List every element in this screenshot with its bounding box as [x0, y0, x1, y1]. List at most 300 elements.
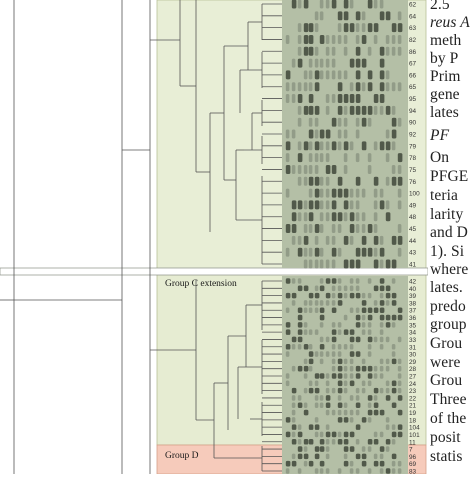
gel-band [320, 395, 324, 401]
gel-band [315, 402, 319, 408]
gel-band [304, 165, 308, 174]
gel-band [350, 344, 354, 350]
gel-band [368, 23, 373, 32]
gel-band [356, 260, 361, 269]
gel-band [309, 35, 314, 44]
gel-band [344, 454, 348, 460]
gel-band [320, 315, 325, 321]
gel-band [326, 94, 330, 103]
gel-band [374, 454, 378, 460]
gel-band [380, 410, 385, 416]
gel-band [309, 200, 314, 209]
gel-band [338, 106, 343, 115]
gel-band [320, 439, 325, 445]
gel-band [315, 47, 319, 56]
isolate-id: 7 [409, 446, 413, 454]
gel-band [368, 106, 373, 115]
gel-band [338, 286, 342, 292]
gel-band [315, 432, 319, 438]
group-c-extension-label: Group C extension [165, 279, 237, 289]
gel-band [286, 153, 290, 162]
gel-band [362, 35, 367, 44]
gel-band [374, 212, 378, 221]
gel-band [392, 118, 397, 127]
gel-band [362, 212, 366, 221]
body-text-line: 1). Si [430, 243, 465, 260]
gel-band [356, 94, 361, 103]
gel-band [350, 141, 354, 150]
gel-band [320, 337, 324, 343]
gel-band [320, 322, 324, 328]
gel-band [350, 351, 355, 357]
gel-band [304, 0, 309, 8]
gel-band [298, 200, 303, 209]
gel-band [368, 0, 373, 8]
gel-band [309, 224, 313, 233]
gel-band [356, 410, 360, 416]
gel-band [368, 118, 372, 127]
isolate-id: 69 [409, 461, 417, 469]
body-text-line: 2.5 [430, 0, 450, 13]
gel-band [392, 454, 397, 460]
gel-band [304, 141, 309, 150]
gel-band [298, 236, 302, 245]
gel-band [298, 278, 302, 284]
gel-band [392, 236, 397, 245]
gel-band [304, 286, 309, 292]
gel-band [332, 0, 337, 8]
gel-band [304, 106, 309, 115]
gel-band [298, 337, 303, 343]
gel-band [315, 446, 320, 452]
gel-band [386, 424, 390, 430]
gel-band [332, 260, 336, 269]
body-text-line: group [430, 316, 467, 333]
gel-band [356, 373, 361, 379]
gel-band [374, 0, 378, 8]
gel-band [338, 35, 342, 44]
gel-band [344, 293, 348, 299]
gel-band [338, 439, 343, 445]
gel-band [286, 248, 290, 257]
gel-band [326, 70, 330, 79]
gel-band [286, 381, 290, 387]
isolate-id: 67 [409, 60, 417, 68]
gel-band [338, 23, 342, 32]
gel-band [344, 165, 348, 174]
gel-band [298, 307, 303, 313]
isolate-id: 31 [409, 344, 417, 352]
gel-band [386, 177, 390, 186]
gel-band [380, 315, 385, 321]
gel-band [320, 359, 324, 365]
gel-band [368, 366, 373, 372]
gel-band [315, 248, 320, 257]
gel-band [374, 141, 378, 150]
gel-band [356, 307, 360, 313]
isolate-id: 37 [409, 307, 417, 315]
gel-band [356, 70, 361, 79]
isolate-id: 96 [409, 453, 417, 461]
gel-band [368, 351, 372, 357]
gel-band [362, 300, 367, 306]
gel-band [374, 373, 378, 379]
gel-band [392, 293, 397, 299]
gel-band [326, 47, 330, 56]
gel-band [304, 236, 309, 245]
gel-band [368, 373, 373, 379]
gel-band [332, 351, 336, 357]
gel-band [309, 130, 314, 139]
body-text-line: were [430, 354, 461, 371]
gel-band [386, 35, 390, 44]
gel-band [380, 344, 384, 350]
gel-band [292, 165, 296, 174]
gel-band [368, 410, 373, 416]
gel-band [368, 329, 372, 335]
gel-band [326, 432, 331, 438]
gel-band [374, 260, 379, 269]
gel-band [315, 59, 319, 68]
body-text-line: of the [430, 410, 467, 427]
gel-band [344, 212, 348, 221]
gel-band [392, 344, 396, 350]
gel-band [332, 248, 337, 257]
gel-band [362, 293, 366, 299]
gel-band [309, 118, 313, 127]
gel-band [374, 224, 378, 233]
gel-band [309, 439, 314, 445]
gel-band [386, 82, 390, 91]
gel-band [374, 410, 379, 416]
gel-band [298, 82, 302, 91]
gel-band [326, 446, 330, 452]
gel-band [386, 388, 390, 394]
gel-band [356, 351, 361, 357]
gel-band [298, 23, 302, 32]
gel-band [398, 11, 402, 20]
gel-band [286, 94, 290, 103]
gel-band [309, 344, 313, 350]
gel-band [356, 224, 360, 233]
gel-band [292, 0, 297, 8]
gel-band [315, 468, 319, 474]
gel-band [344, 118, 348, 127]
gel-band [338, 189, 343, 198]
gel-band [326, 278, 331, 284]
gel-band [326, 236, 330, 245]
gel-band [386, 106, 391, 115]
gel-band [398, 388, 402, 394]
gel-band [362, 82, 366, 91]
gel-band [315, 329, 319, 335]
gel-band [380, 337, 384, 343]
gel-band [326, 189, 330, 198]
gel-band [368, 344, 372, 350]
gel-band [286, 351, 290, 357]
body-text-line: lates. [430, 279, 463, 296]
gel-band [320, 351, 324, 357]
body-text-line: PFGE [430, 168, 469, 185]
gel-band [298, 395, 302, 401]
gel-band [332, 47, 336, 56]
gel-band [362, 248, 367, 257]
gel-band [386, 366, 390, 372]
gel-band [338, 300, 343, 306]
body-text-line: meth [430, 32, 462, 49]
gel-band [315, 260, 319, 269]
gel-band [392, 47, 396, 56]
gel-band [356, 278, 360, 284]
gel-band [350, 106, 355, 115]
gel-band [356, 388, 360, 394]
gel-band [368, 153, 372, 162]
gel-band [304, 212, 308, 221]
gel-band [374, 388, 379, 394]
isolate-id: 101 [409, 431, 420, 439]
gel-band [286, 322, 291, 328]
gel-band [398, 189, 402, 198]
gel-band [362, 141, 367, 150]
gel-band [344, 446, 349, 452]
gel-band [362, 189, 366, 198]
gel-band [309, 366, 313, 372]
body-text-line: Grou [430, 335, 463, 352]
gel-band [398, 236, 403, 245]
gel-band [380, 278, 385, 284]
gel-band [338, 344, 342, 350]
gel-band [309, 94, 314, 103]
gel-band [315, 395, 319, 401]
gel-band [398, 366, 402, 372]
gel-band [292, 395, 296, 401]
gel-band [392, 106, 396, 115]
gel-band [344, 47, 348, 56]
gel-band [386, 337, 390, 343]
gel-band [374, 248, 378, 257]
gel-band [398, 248, 402, 257]
gel-band [326, 395, 331, 401]
gel-band [338, 141, 342, 150]
gel-band [344, 153, 348, 162]
gel-band [350, 395, 354, 401]
gel-band [356, 177, 361, 186]
gel-band [309, 293, 314, 299]
gel-band [309, 82, 313, 91]
gel-band [326, 439, 330, 445]
gel-band [315, 189, 320, 198]
isolate-id: 104 [409, 424, 420, 432]
gel-band [315, 293, 320, 299]
gel-band [392, 130, 397, 139]
body-text-line: reus A [430, 14, 470, 31]
gel-band [309, 47, 314, 56]
gel-band [298, 153, 303, 162]
isolate-id: 35 [409, 322, 417, 330]
gel-band [344, 0, 349, 8]
gel-band [386, 359, 390, 365]
gel-band [374, 236, 379, 245]
gel-band [368, 248, 373, 257]
gel-band [332, 329, 337, 335]
gel-band [356, 130, 360, 139]
gel-band [320, 286, 325, 292]
gel-band [380, 11, 385, 20]
gel-band [298, 118, 302, 127]
gel-band [286, 189, 290, 198]
gel-band [338, 70, 342, 79]
gel-band [350, 417, 354, 423]
gel-band [326, 59, 330, 68]
gel-band [298, 177, 302, 186]
gel-band [315, 307, 319, 313]
isolate-id: 45 [409, 226, 417, 234]
gel-band [380, 236, 384, 245]
gel-band [286, 82, 290, 91]
gel-band [362, 417, 367, 423]
gel-band [326, 0, 330, 8]
isolate-id: 36 [409, 315, 417, 323]
gel-band [326, 177, 330, 186]
gel-band [344, 417, 349, 423]
gel-band [362, 329, 366, 335]
body-text-line: gene [430, 86, 460, 103]
gel-band [298, 329, 303, 335]
gel-band [320, 200, 324, 209]
gel-band [332, 236, 336, 245]
gel-band [320, 177, 324, 186]
gel-band [320, 35, 325, 44]
gel-band [380, 286, 385, 292]
gel-band [344, 402, 348, 408]
gel-band [398, 307, 403, 313]
gel-band [304, 47, 309, 56]
gel-band [350, 59, 355, 68]
gel-band [286, 165, 291, 174]
gel-band [320, 189, 324, 198]
gel-band [332, 293, 336, 299]
gel-band [320, 224, 324, 233]
gel-band [386, 293, 391, 299]
isolate-id: 75 [409, 166, 417, 174]
gel-band [368, 165, 372, 174]
gel-band [398, 224, 402, 233]
gel-band [398, 359, 402, 365]
gel-band [398, 432, 403, 438]
gel-band [392, 141, 396, 150]
gel-band [332, 366, 336, 372]
gel-band [350, 337, 355, 343]
gel-band [332, 165, 337, 174]
gel-band [344, 130, 348, 139]
gel-band [326, 153, 330, 162]
gel-band [362, 461, 367, 467]
gel-band [326, 388, 330, 394]
body-text-line: lates [430, 104, 459, 121]
gel-band [309, 300, 313, 306]
isolate-id: 76 [409, 178, 417, 186]
gel-band [362, 388, 366, 394]
gel-band [362, 446, 366, 452]
gel-band [304, 307, 308, 313]
gel-band [298, 432, 303, 438]
gel-band [356, 454, 361, 460]
gel-band [298, 0, 302, 8]
gel-band [338, 410, 342, 416]
gel-band [338, 177, 343, 186]
gel-band [315, 286, 319, 292]
gel-band [392, 322, 396, 328]
gel-band [368, 468, 372, 474]
gel-band [292, 439, 297, 445]
gel-band [309, 329, 313, 335]
gel-band [368, 417, 372, 423]
gel-band [326, 106, 330, 115]
gel-band [374, 337, 378, 343]
gel-band [315, 351, 319, 357]
gel-band [350, 307, 354, 313]
gel-band [362, 315, 366, 321]
gel-band [332, 141, 337, 150]
isolate-id: 27 [409, 373, 417, 381]
gel-band [320, 0, 324, 8]
gel-band [392, 82, 396, 91]
gel-band [292, 417, 296, 423]
gel-band [326, 373, 330, 379]
gel-band [315, 200, 320, 209]
gel-band [315, 141, 320, 150]
gel-band [309, 461, 314, 467]
body-text-line: by P [430, 50, 459, 67]
gel-band [332, 278, 337, 284]
gel-band [292, 94, 296, 103]
gel-band [292, 461, 297, 467]
isolate-id: 21 [409, 402, 417, 410]
isolate-id: 94 [409, 107, 417, 115]
gel-band [304, 300, 308, 306]
gel-band [392, 381, 397, 387]
gel-band [332, 200, 337, 209]
gel-band [286, 130, 290, 139]
gel-band [304, 70, 308, 79]
gel-band [350, 359, 354, 365]
gel-band [292, 82, 296, 91]
gel-band [344, 315, 348, 321]
gel-band [386, 315, 391, 321]
gel-band [309, 165, 313, 174]
gel-band [392, 278, 396, 284]
gel-band [320, 153, 324, 162]
gel-band [286, 417, 291, 423]
gel-band [315, 82, 320, 91]
gel-band [386, 446, 390, 452]
gel-band [356, 35, 360, 44]
gel-band [374, 23, 379, 32]
gel-band [344, 439, 349, 445]
gel-band [338, 359, 343, 365]
gel-band [320, 212, 324, 221]
gel-band [350, 23, 355, 32]
gel-band [338, 224, 342, 233]
gel-band [338, 366, 343, 372]
gel-band [392, 351, 396, 357]
gel-band [350, 373, 354, 379]
gel-band [368, 439, 373, 445]
gel-band [320, 432, 324, 438]
gel-band [338, 212, 343, 221]
gel-band [298, 59, 303, 68]
isolate-id: 64 [409, 13, 417, 21]
